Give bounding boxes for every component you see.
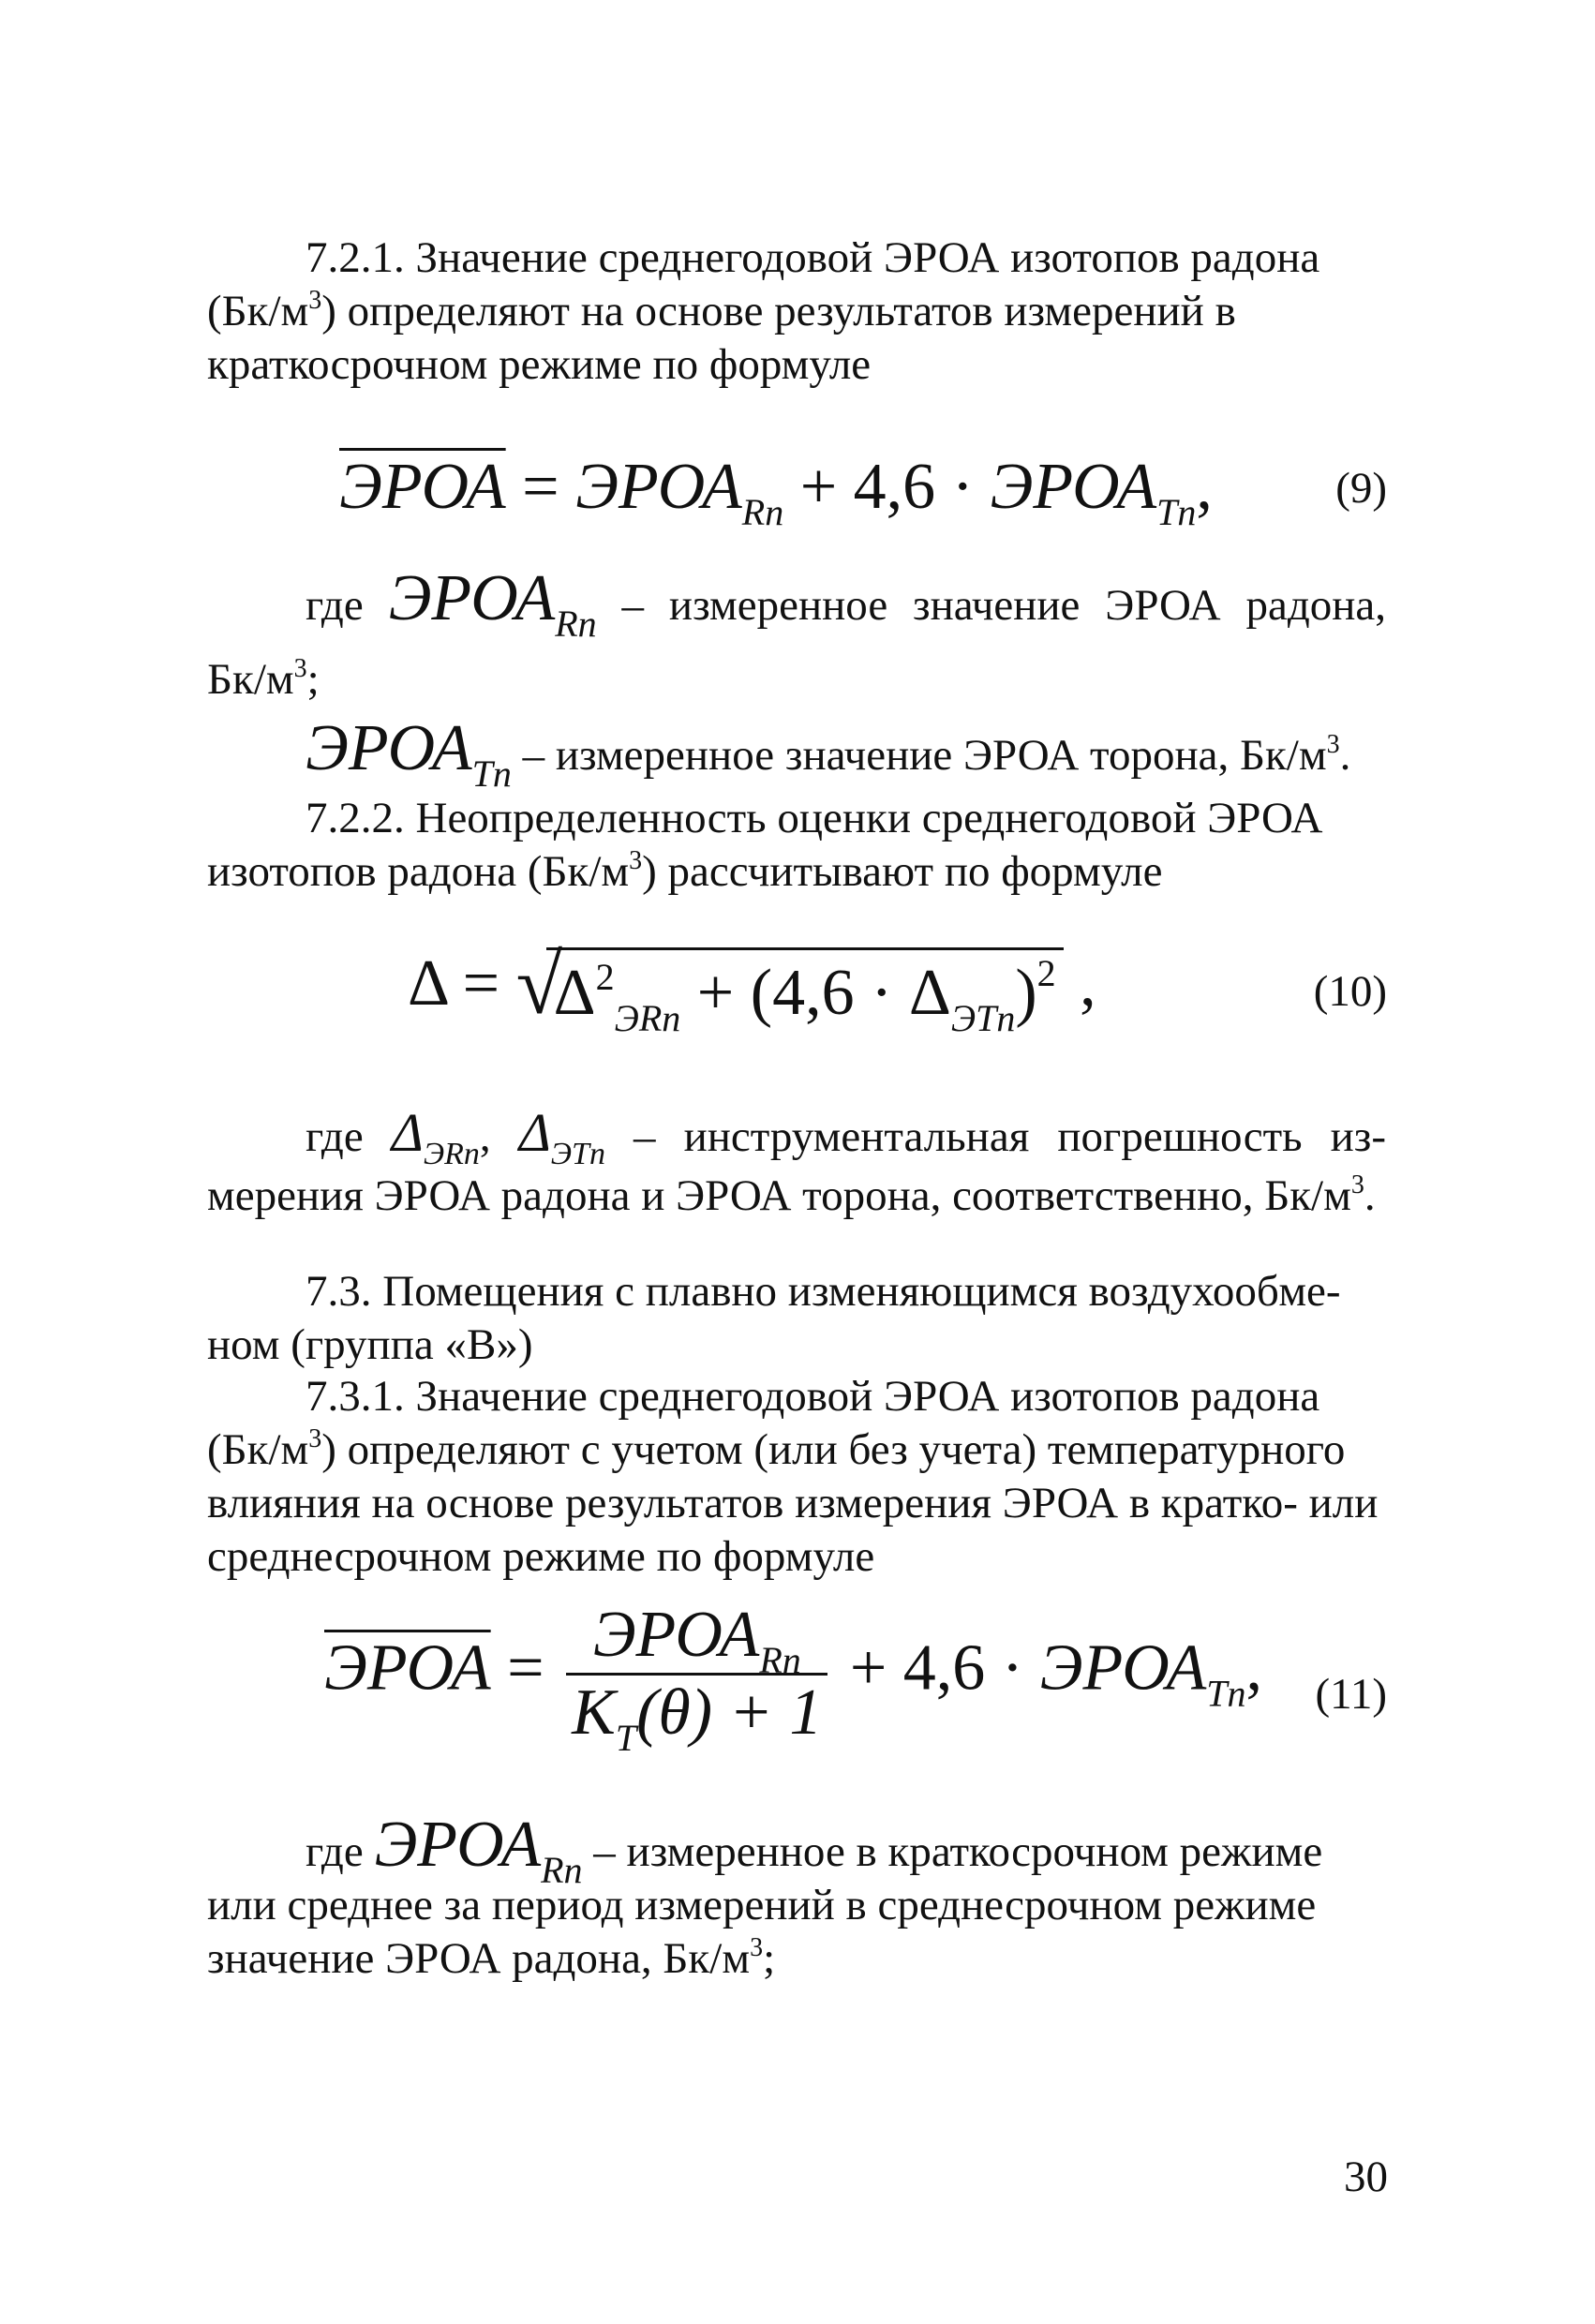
formula-11: ЭРОА = $\frac{ЭРОА_{Rn}}{K_T(\theta) + 1}$ + $4,6 \cdot ЭРОА_{Tn}$,	[324, 1599, 1263, 1759]
formula-10: Δ = √ $\Delta^2_{ЭRn} + (4,6 \cdot \Delta_{ЭTn})^2$ ,	[408, 939, 1096, 1040]
where-definition-delta-cont: мерения ЭРОА радона и ЭРОА торона, соответственно, $Бк/м^3$.	[207, 1170, 1376, 1220]
formula-lhs: ЭРОА	[339, 451, 506, 523]
where-definition-rn-11: где $ЭРОА_{Rn}$ – измеренное в краткосрочном режиме или среднее за период измерений в среднесрочном режиме значение ЭРОА радона, $Бк/м^3$;	[207, 1809, 1323, 1983]
equation-number-10: (10)	[1313, 967, 1387, 1016]
paragraph-7-3: 7.3. Помещения с плавно изменяющимся воздухообме- ном (группа «В»)	[207, 1267, 1341, 1369]
page-number: 30	[1344, 2153, 1388, 2201]
formula-lhs: ЭРОА	[324, 1631, 491, 1705]
where-definition-tn: $ЭРОА_{Tn}$ – измеренное значение ЭРОА торона, $Бк/м^3$.	[306, 712, 1351, 795]
equation-number-11: (11)	[1315, 1670, 1387, 1719]
fraction: $\frac{ЭРОА_{Rn}}{K_T(\theta) + 1}$	[566, 1598, 827, 1750]
paragraph-7-3-1: 7.3.1. Значение среднегодовой ЭРОА изотопов радона $(Бк/м^3)$ определяют с учетом (или без учета) температурного влияния на основе результатов измерения ЭРОА в кратко- или среднесрочном режиме по формуле	[207, 1372, 1379, 1581]
paragraph-line: 7.2.1. Значение среднегодовой ЭРОА изотопов радона	[306, 233, 1320, 282]
formula-9: ЭРОА = $ЭРОА_{Rn} + 4,6$ · $ЭРОА_{Tn}$,	[339, 451, 1213, 533]
sqrt-icon: √	[515, 939, 563, 1033]
where-definition-unit: $Бк/м^3$;	[207, 654, 320, 704]
where-definition-rn: где $ЭРОА_{Rn}$ – измеренное значение ЭРОА радона,	[306, 562, 1386, 645]
equation-number-9: (9)	[1335, 464, 1387, 513]
square-root: √ $\Delta^2_{ЭRn} + (4,6 \cdot \Delta_{ЭTn})^2$	[516, 947, 1064, 1031]
paragraph-7-2-2: 7.2.2. Неопределенность оценки среднегодовой ЭРОА изотопов радона $(Бк/м^3)$ рассчитывают по формуле	[207, 794, 1323, 896]
paragraph-7-2-1: 7.2.1. Значение среднегодовой ЭРОА изотопов радона $(Бк/м^3)$ определяют на основе результатов измерений в краткосрочном режиме по формуле	[207, 233, 1320, 389]
where-definition-delta: где $\Delta_{ЭRn}$, $\Delta_{ЭTn}$ – инструментальная погрешность из-	[306, 1102, 1386, 1171]
